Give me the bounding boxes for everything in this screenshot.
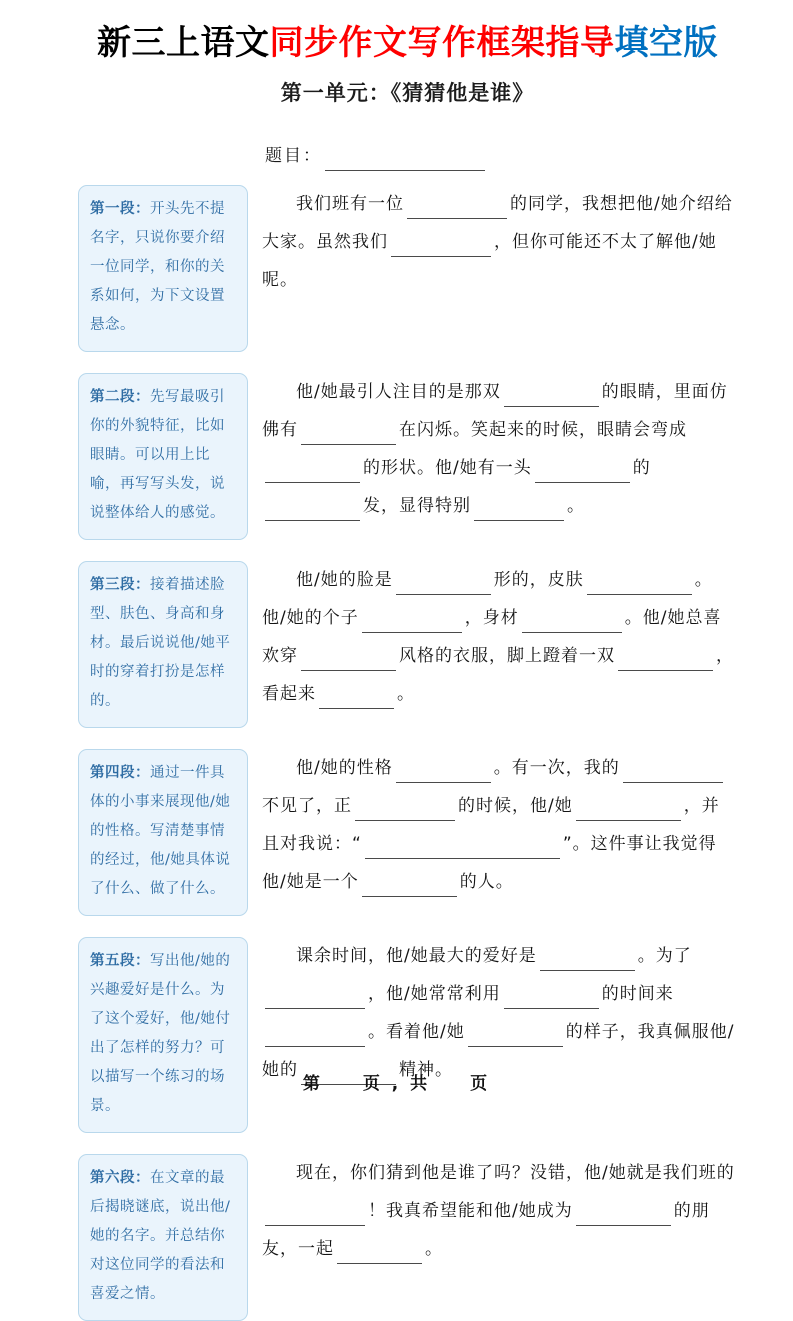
text-segment: 课余时间，他/她最大的爱好是 (296, 945, 537, 966)
fill-blank[interactable] (540, 955, 635, 971)
fill-blank[interactable] (504, 391, 599, 407)
text-segment: 。 (567, 495, 585, 516)
guide-label: 第一段： (90, 200, 150, 217)
text-segment: 的时间来 (601, 983, 674, 1004)
fill-blank[interactable] (265, 467, 360, 483)
guide-text: 通过一件具体的小事来展现他/她的性格。写清楚事情的经过，他/她具体说了什么、做了什么。 (90, 764, 231, 897)
title-part-black: 新三上语文 (97, 23, 270, 63)
text-segment: 的时候，他/她 (458, 795, 573, 816)
text-segment: 发，显得特别 (363, 495, 471, 516)
title-part-blue: 填空版 (614, 23, 718, 63)
fill-blank[interactable] (522, 617, 622, 633)
text-segment: 。他/她总喜欢穿 (262, 607, 722, 666)
text-segment: 他/她的性格 (296, 757, 393, 778)
fill-blank[interactable] (391, 241, 491, 257)
fill-blank[interactable] (365, 843, 560, 859)
section-row-2 (78, 373, 737, 540)
guide-label: 第六段： (90, 1169, 150, 1186)
text-segment: 。 (397, 683, 415, 704)
text-segment: 他/她的脸是 (296, 569, 393, 590)
unit-subtitle: 第一单元：《猜猜他是谁》 (280, 80, 535, 105)
text-segment: 的 (632, 457, 651, 478)
topic-row (265, 141, 737, 171)
text-segment: 的眼睛，里面仿佛有 (262, 381, 728, 440)
text-segment: 不见了，正 (262, 795, 352, 816)
text-segment: ，身材 (464, 607, 519, 628)
fill-blank[interactable] (362, 617, 462, 633)
guide-text: 先写最吸引你的外貌特征，比如眼睛。可以用上比喻，再写写头发，说说整体给人的感觉。 (90, 388, 225, 521)
guide-label: 第二段： (90, 388, 150, 405)
fill-blank[interactable] (265, 505, 360, 521)
fill-blank[interactable] (265, 1031, 365, 1047)
page-footer: 第 页 , 共 页 (302, 1074, 491, 1094)
fill-blank[interactable] (576, 1210, 671, 1226)
guide-text: 开头先不提名字，只说你要介绍一位同学，和你的关系如何，为下文设置悬念。 (90, 200, 225, 333)
text-segment: ，但你可能还不太了解他/她呢。 (262, 231, 717, 290)
guide-text: 在文章的最后揭晓谜底，说出他/她的名字。并总结你对这位同学的看法和喜爱之情。 (90, 1169, 231, 1302)
text-segment: 现在，你们猜到他是谁了吗？没错，他/她就是我们班的 (296, 1162, 735, 1183)
text-segment: 的样子，我真佩服他/她的 (262, 1021, 735, 1080)
text-segment: 。为了 (637, 945, 692, 966)
fill-blank[interactable] (623, 767, 723, 783)
paragraph-6 (262, 1154, 737, 1268)
paragraph-3 (262, 561, 737, 713)
text-segment: ，看起来 (262, 645, 734, 704)
guide-text: 接着描述脸型、肤色、身高和身材。最后说说他/她平时的穿着打扮是怎样的。 (90, 576, 231, 709)
fill-blank[interactable] (474, 505, 564, 521)
fill-blank[interactable] (301, 429, 396, 445)
text-segment: 风格的衣服，脚上蹬着一双 (399, 645, 615, 666)
fill-blank[interactable] (396, 767, 491, 783)
guide-box-2 (78, 373, 248, 540)
guide-box-4 (78, 749, 248, 916)
guide-box-5 (78, 937, 248, 1133)
guide-box-3 (78, 561, 248, 728)
text-segment: 。他/她的个子 (262, 569, 713, 628)
fill-blank[interactable] (576, 805, 681, 821)
guide-box-6 (78, 1154, 248, 1321)
text-segment: ！我真希望能和他/她成为 (368, 1200, 573, 1221)
text-segment: 他/她最引人注目的是那双 (296, 381, 501, 402)
paragraph-4 (262, 749, 737, 901)
paragraph-2 (262, 373, 737, 525)
fill-blank[interactable] (587, 579, 692, 595)
text-segment: 。有一次，我的 (493, 757, 620, 778)
section-row-4 (78, 749, 737, 916)
fill-blank[interactable] (319, 693, 394, 709)
topic-fill-blank[interactable] (325, 155, 485, 171)
text-segment: 在闪烁。笑起来的时候，眼睛会弯成 (399, 419, 687, 440)
guide-label: 第五段： (90, 952, 150, 969)
page-title (68, 22, 747, 65)
guide-box-1 (78, 185, 248, 352)
fill-blank[interactable] (618, 655, 713, 671)
paragraph-5 (262, 937, 737, 1089)
section-row-1 (78, 185, 737, 352)
text-segment: 我们班有一位 (296, 193, 404, 214)
text-segment: 的朋友，一起 (262, 1200, 710, 1259)
fill-blank[interactable] (407, 203, 507, 219)
fill-blank[interactable] (362, 881, 457, 897)
fill-blank[interactable] (301, 655, 396, 671)
fill-blank[interactable] (355, 805, 455, 821)
text-segment: 。看着他/她 (368, 1021, 465, 1042)
fill-blank[interactable] (535, 467, 630, 483)
guide-text: 写出他/她的兴趣爱好是什么。为了这个爱好，他/她付出了怎样的努力？可以描写一个练习的场景。 (90, 952, 231, 1114)
fill-blank[interactable] (337, 1248, 422, 1264)
fill-blank[interactable] (396, 579, 491, 595)
topic-label: 题目： (265, 145, 322, 166)
text-segment: 。 (425, 1238, 443, 1259)
fill-blank[interactable] (265, 1210, 365, 1226)
section-row-5 (78, 937, 737, 1133)
section-row-3 (78, 561, 737, 728)
title-part-red: 同步作文写作框架指导 (269, 23, 615, 63)
text-segment: 形的，皮肤 (493, 569, 584, 590)
fill-blank[interactable] (504, 993, 599, 1009)
fill-blank[interactable] (468, 1031, 563, 1047)
guide-label: 第三段： (90, 576, 150, 593)
section-row-6 (78, 1154, 737, 1321)
fill-blank[interactable] (265, 993, 365, 1009)
text-segment: 的人。 (459, 871, 514, 892)
text-segment: ”。这件事让我觉得他/她是一个 (262, 833, 717, 892)
text-segment: 的同学，我想把他/她介绍给大家。虽然我们 (262, 193, 733, 252)
sections-list (78, 185, 737, 1321)
paragraph-1 (262, 185, 737, 299)
text-segment: ，他/她常常利用 (368, 983, 501, 1004)
text-segment: ，并且对我说：“ (262, 795, 720, 854)
text-segment: 精神。 (399, 1059, 453, 1080)
guide-label: 第四段： (90, 764, 150, 781)
text-segment: 的形状。他/她有一头 (363, 457, 532, 478)
